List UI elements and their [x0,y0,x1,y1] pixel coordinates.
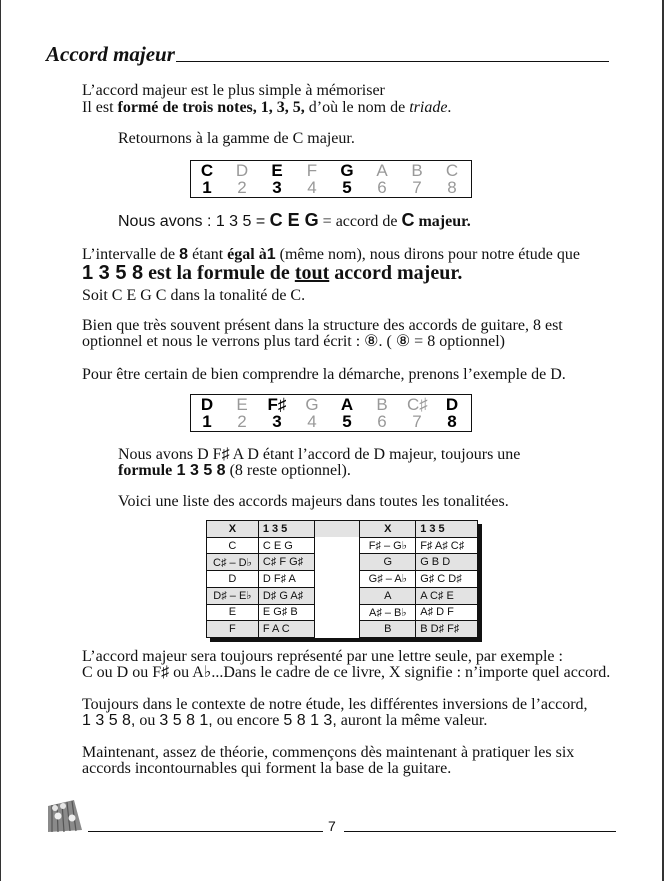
chord-name-cell: F [207,621,259,638]
chord-notes-cell: E G♯ B [258,604,314,621]
scale-note: G [340,161,354,180]
scale-degree: 4 [307,178,317,197]
chord-notes-cell: D F♯ A [258,571,314,588]
scale-degree: 4 [307,412,317,431]
table-gap [314,571,360,588]
header-gap [314,521,360,538]
scale-degree: 6 [377,412,387,431]
chord-name-cell: D [207,571,259,588]
table-gap [314,587,360,604]
scale-note: E [271,161,283,180]
scale-note: A [340,395,354,414]
table-row [207,621,478,638]
table-row [207,537,478,554]
scale-degree: 3 [272,412,282,431]
text: auront la même valeur. [336,712,488,729]
scale-note: B [376,395,388,414]
text: 3 5 8 1, [159,712,213,729]
closing-line-1: Maintenant, assez de théorie, commençons dès maintenant à pratiquer les six [82,744,575,761]
formula-line [82,262,462,284]
d-major-scale-box [190,394,472,432]
text: . [447,99,452,116]
table-gap [314,604,360,621]
scale-note: A [376,161,388,180]
page-border-left [0,0,1,881]
guitar-fretboard-thumbnail-icon [46,800,84,832]
text: (8 reste optionnel). [225,462,351,479]
text-bold: accord majeur. [329,262,463,284]
scale-note: C♯ [407,395,428,414]
footer-rule-left [88,831,323,832]
text-bold: majeur. [414,213,471,230]
section-title: Accord majeur [46,42,175,66]
table-row [207,571,478,588]
chord-name-cell: E [207,604,259,621]
text-bold: est la formule de [143,262,295,284]
chord-name-cell: F♯ – G♭ [360,537,416,554]
chord-name-cell: A [360,587,416,604]
major-chords-table [206,520,478,638]
chord-notes-cell: G♯ C D♯ [416,571,478,588]
text-italic: triade [409,99,448,116]
scale-degree: 5 [342,412,352,431]
list-intro: Voici une liste des accords majeurs dans toutes les tonalitées. [118,493,509,510]
scale-note: D [200,395,214,414]
optional-line-1: Bien que très souvent présent dans la structure des accords de guitare, 8 est [82,317,563,334]
inversions-line-2 [82,712,487,729]
chord-notes-cell: F A C [258,621,314,638]
chord-name-cell: C [207,537,259,554]
table-gap [314,537,360,554]
scale-note: C [445,161,459,180]
chord-name-cell: G [360,554,416,571]
closing-line-2: accords incontournables qui forment la base de la guitare. [82,760,452,777]
c-major-scale-box [190,160,472,198]
scale-note: G [305,395,319,414]
chord-name-cell: G♯ – A♭ [360,571,416,588]
scale-note: B [411,161,423,180]
chord-notes-cell: F♯ A♯ C♯ [416,537,478,554]
scale-note: D [235,161,249,180]
text: ou [135,712,160,729]
text: Nous avons : 1 3 5 = [118,213,270,230]
section-header [46,42,609,68]
text-bold: 8 [179,246,189,263]
d-major-line-1: Nous avons D F♯ A D étant l’accord de D majeur, toujours une [118,446,521,463]
header-notes: 1 3 5 [416,521,478,538]
inversions-line-1: Toujours dans le contexte de notre étude, les différentes inversions de l’accord, [82,696,588,713]
table-row [207,604,478,621]
text: ou encore [212,712,284,729]
header-notes: 1 3 5 [258,521,314,538]
d-major-line-2 [118,462,351,479]
representation-line-2: C ou D ou F♯ ou A♭...Dans le cadre de ce livre, X signifie : n’importe quel accord. [82,664,611,681]
text: 1 3 5 8, [82,712,136,729]
table-gap [314,621,360,638]
chord-notes-cell: C♯ F G♯ [258,554,314,571]
scale-degree: 1 [202,412,212,431]
scale-note: E [236,395,248,414]
scale-note: F [306,161,318,180]
text-bold: formule [118,462,173,479]
formula-numbers: 1 3 5 8 [82,262,144,284]
text: étant [188,246,228,263]
table-header-row [207,521,478,538]
chord-name-cell: B [360,621,416,638]
chord-notes-cell: A C♯ E [416,587,478,604]
chord-notes-cell: C E G [258,537,314,554]
scale-degree: 7 [412,178,422,197]
title-rule [176,61,609,62]
scale-degree: 6 [377,178,387,197]
header-x: X [207,521,259,538]
text-underlined: tout [294,262,330,284]
scale-note: D [445,395,459,414]
representation-line-1: L’accord majeur sera toujours représenté par une lettre seule, par exemple : [82,648,563,665]
optional-line-2: optionnel et nous le verrons plus tard écrit : ⑧. ( ⑧ = 8 optionnel) [82,333,505,350]
chord-notes-cell: G B D [416,554,478,571]
chord-notes-cell: A♯ D F [416,604,478,621]
scale-degree: 8 [447,178,457,197]
table-row [207,587,478,604]
chord-notes-cell: D♯ G A♯ [258,587,314,604]
chord-notes: C E G [269,210,319,230]
chord-name-cell: A♯ – B♭ [360,604,416,621]
text: Il est [82,99,118,116]
scale-degree: 2 [237,178,247,197]
chord-notes-cell: B D♯ F♯ [416,621,478,638]
scale-note: F♯ [267,395,287,414]
page-number: 7 [328,818,336,834]
table-row [207,554,478,571]
formula-numbers: 1 3 5 8 [172,462,226,479]
text-bold: formé de trois notes, 1, 3, 5, [117,99,305,116]
intro-line-1: L’accord majeur est le plus simple à mémoriser [82,82,385,99]
chord-name: C [401,210,415,230]
scale-degree: 1 [202,178,212,197]
table-gap [314,554,360,571]
scale-degree: 2 [237,412,247,431]
text: L’intervalle de [82,246,180,263]
return-line: Retournons à la gamme de C majeur. [118,130,355,147]
text: (même nom), nous dirons pour notre étude que [275,246,580,263]
text: d’où le nom de [304,99,410,116]
intro-line-2 [82,99,451,116]
header-x: X [360,521,416,538]
text: 5 8 1 3, [283,712,337,729]
text-bold: égal à [227,246,267,263]
text: = accord de [318,213,402,230]
scale-degree: 8 [447,412,457,431]
chord-name-cell: C♯ – D♭ [207,554,259,571]
scale-degree: 7 [412,412,422,431]
chord-name-cell: D♯ – E♭ [207,587,259,604]
scale-degree: 3 [272,178,282,197]
interval-line-3: Soit C E G C dans la tonalité de C. [82,287,306,304]
example-line: Pour être certain de bien comprendre la démarche, prenons l’exemple de D. [82,366,566,383]
interval-line-1 [82,246,580,263]
scale-note: C [200,161,214,180]
we-have-line [118,212,471,230]
text-bold: 1 [266,246,276,263]
scale-degree: 5 [342,178,352,197]
footer-rule-right [344,831,616,832]
